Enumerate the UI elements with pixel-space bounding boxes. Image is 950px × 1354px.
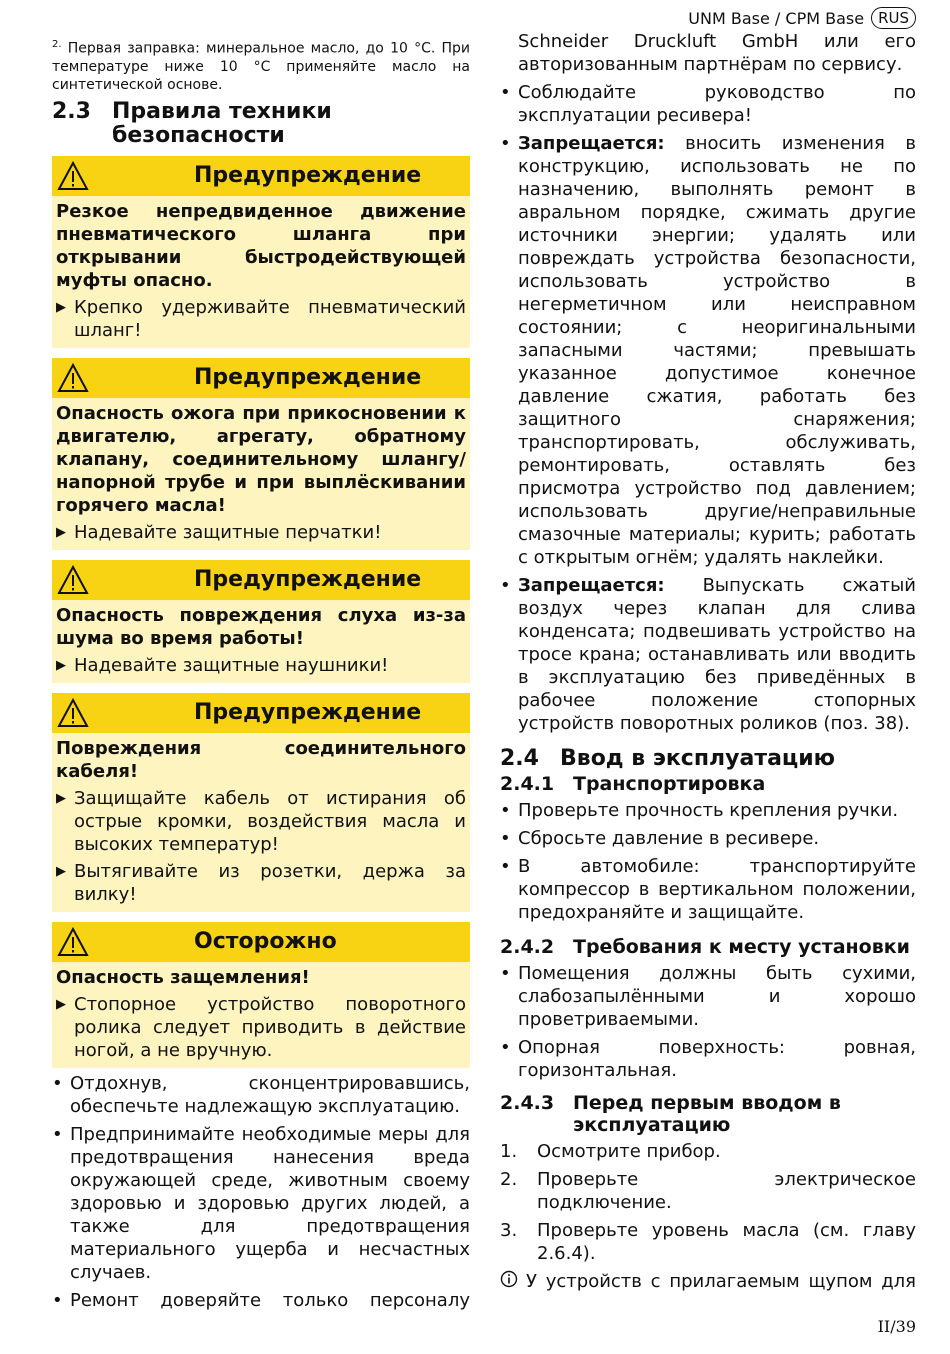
footnote — [52, 36, 470, 94]
list-item — [52, 1072, 470, 1118]
subsection-number: 2.4.3 — [500, 1092, 555, 1114]
list-item — [500, 1036, 916, 1082]
step-item — [500, 1168, 916, 1214]
list-item-text: Предпринимайте необходимые меры для предотвращения нанесения вреда окружающей среде, животным своему здоровью и здоровью других людей, а также для предотвращения материального ущерба и несчастных случаев. — [70, 1123, 470, 1283]
warning-box — [52, 156, 470, 348]
warning-instruction — [56, 654, 466, 677]
warning-lead: Резкое непредвиденное движение пневматического шланга при открывании быстродействующей муфты опасно. — [56, 200, 466, 291]
transport-list — [500, 799, 916, 924]
caution-title: Осторожно — [194, 929, 337, 955]
instruction-text: Вытягивайте из розетки, держа за вилку! — [74, 860, 466, 905]
step-text: Осмотрите прибор. — [537, 1141, 721, 1162]
footnote-mark: 2. — [52, 39, 62, 50]
right-bullet-list — [500, 81, 916, 735]
site-requirements-list — [500, 962, 916, 1082]
warning-title: Предупреждение — [194, 365, 422, 391]
list-item-text: В автомобиле: транспортируйте компрессор в вертикальном положении, предохраняйте и защищайте. — [518, 856, 916, 923]
list-item — [500, 855, 916, 924]
section-number: 2.3 — [52, 98, 91, 124]
section-2-4-3-heading — [500, 1092, 916, 1136]
subsection-number: 2.4.1 — [500, 773, 555, 795]
arrow-right-icon: ▶ — [56, 524, 66, 540]
list-item-text: Ремонт доверяйте только персоналу — [70, 1289, 470, 1311]
info-note — [500, 1270, 916, 1294]
list-item-body: вносить изменения в конструкцию, использовать не по назначению, выполнять ремонт в авральном порядке, сжимать другие источники энергии; удалять или повреждать устройства безопасности, использовать устройство в негерметичном или неисправном состоянии; с неоригинальными запасными частями; превышать указанное допустимое конечное давление сжатия, работать без защитного снаряжения; транспортировать, обслуживать, ремонтировать, оставлять без присмотра устройство под давлением; использовать другие/неправильные смазочные материалы; курить; работать с открытым огнём; удалять наклейки. — [518, 133, 916, 568]
footnote-text: Первая заправка: минеральное масло, до 10 °C. При температуре ниже 10 °C применяйте масло на синтетической основе. — [52, 40, 470, 93]
bold-label: Запрещается: — [518, 133, 665, 154]
list-item — [500, 132, 916, 569]
language-badge: RUS — [871, 7, 916, 29]
instruction-text: Крепко удерживайте пневматический шланг! — [74, 296, 466, 341]
subsection-title: Транспортировка — [573, 773, 766, 795]
continuation-text: Schneider Druckluft GmbH или его авторизованным партнёрам по сервису. — [518, 31, 916, 75]
bullet-icon: • — [500, 575, 511, 596]
warning-box — [52, 358, 470, 550]
list-item — [500, 962, 916, 1031]
info-note-text: У устройств с прилагаемым щупом для — [526, 1271, 916, 1292]
warning-lead: Опасность ожога при прикосновении к двигателю, агрегату, обратному клапану, соединительному шлангу/ напорной трубе и при выплёскивании горячего масла! — [56, 402, 466, 516]
arrow-right-icon: ▶ — [56, 790, 66, 806]
list-item — [500, 799, 916, 822]
instruction-text: Надевайте защитные перчатки! — [74, 521, 382, 543]
warning-lead: Опасность повреждения слуха из-за шума во время работы! — [56, 604, 466, 649]
section-2-4-heading — [500, 747, 916, 771]
list-item-text: Проверьте прочность крепления ручки. — [518, 800, 899, 821]
warning-title: Предупреждение — [194, 163, 422, 189]
caution-header — [52, 922, 470, 962]
instruction-text: Надевайте защитные наушники! — [74, 654, 389, 676]
bullet-icon: • — [500, 82, 511, 103]
step-item — [500, 1219, 916, 1265]
warning-triangle-icon — [57, 161, 89, 191]
warning-triangle-icon — [57, 565, 89, 595]
list-item-body: Соблюдайте руководство по эксплуатации ресивера! — [518, 82, 916, 126]
subsection-title: Перед первым вводом в эксплуатацию — [573, 1092, 841, 1136]
bullet-icon: • — [500, 800, 511, 821]
arrow-right-icon: ▶ — [56, 657, 66, 673]
warning-header — [52, 358, 470, 398]
list-item-text: Помещения должны быть сухими, слабозапылёнными и хорошо проветриваемыми. — [518, 963, 916, 1030]
bullet-icon: • — [52, 1123, 63, 1145]
page-number: II/39 — [877, 1317, 916, 1336]
warning-header — [52, 693, 470, 733]
step-number: 3. — [500, 1220, 518, 1241]
step-number: 2. — [500, 1169, 518, 1190]
list-item-text — [518, 132, 916, 569]
info-icon — [500, 1270, 526, 1294]
instruction-text: Защищайте кабель от истирания об острые кромки, воздействия масла и высоких температур! — [74, 787, 466, 855]
warning-triangle-icon — [57, 363, 89, 393]
arrow-right-icon: ▶ — [56, 996, 66, 1012]
section-title: Правила техники безопасности — [112, 98, 332, 148]
page-header — [688, 6, 916, 30]
list-item — [500, 574, 916, 735]
left-column — [52, 33, 470, 1317]
warning-instruction — [56, 296, 466, 342]
warning-header — [52, 560, 470, 600]
left-bullet-list — [52, 1072, 470, 1312]
list-item — [52, 1123, 470, 1284]
list-item — [52, 1289, 470, 1312]
list-item-text — [518, 81, 916, 127]
section-number: 2.4 — [500, 746, 539, 771]
list-item-text: Сбросьте давление в ресивере. — [518, 828, 820, 849]
list-item — [500, 827, 916, 850]
instruction-text: Стопорное устройство поворотного ролика следует приводить в действие ногой, а не вручную. — [74, 993, 466, 1061]
warning-title: Предупреждение — [194, 700, 422, 726]
list-item-text: Отдохнув, сконцентрировавшись, обеспечьте надлежащую эксплуатацию. — [70, 1072, 470, 1117]
bullet-icon: • — [52, 1072, 63, 1094]
model-name: UNM Base / CPM Base — [688, 8, 865, 28]
warning-triangle-icon — [57, 698, 89, 728]
warning-triangle-icon — [57, 927, 89, 957]
bold-label: Запрещается: — [518, 575, 665, 596]
caution-lead: Опасность защемления! — [56, 966, 310, 988]
bullet-icon: • — [500, 828, 511, 849]
caution-instruction — [56, 993, 466, 1062]
step-text: Проверьте электрическое подключение. — [537, 1169, 916, 1213]
warning-instruction — [56, 521, 466, 544]
first-start-steps — [500, 1140, 916, 1265]
bullet-icon: • — [500, 963, 511, 984]
warning-instruction — [56, 787, 466, 856]
list-item-text: Опорная поверхность: ровная, горизонтальная. — [518, 1037, 916, 1081]
warning-lead: Повреждения соединительного кабеля! — [56, 737, 466, 782]
right-column — [500, 30, 916, 1294]
step-item — [500, 1140, 916, 1163]
section-title: Ввод в эксплуатацию — [560, 746, 836, 771]
warning-title: Предупреждение — [194, 567, 422, 593]
bullet-icon: • — [500, 856, 511, 877]
section-2-4-2-heading — [500, 936, 916, 958]
list-item-body: Выпускать сжатый воздух через клапан для слива конденсата; подвешивать устройство на тросе крана; останавливать или вводить в эксплуатацию без приведённых в рабочее положение стопорных устройств поворотных роликов (поз. 38). — [518, 575, 916, 734]
bullet-icon: • — [52, 1289, 63, 1311]
section-2-3-heading — [52, 100, 470, 148]
warning-box — [52, 693, 470, 912]
bullet-icon: • — [500, 133, 511, 154]
list-item — [500, 81, 916, 127]
warning-box — [52, 560, 470, 683]
section-2-4-1-heading — [500, 773, 916, 795]
bullet-icon: • — [500, 1037, 511, 1058]
subsection-number: 2.4.2 — [500, 936, 555, 958]
arrow-right-icon: ▶ — [56, 299, 66, 315]
warning-header — [52, 156, 470, 196]
warning-instruction — [56, 860, 466, 906]
subsection-title: Требования к месту установки — [573, 936, 910, 958]
list-item-text — [518, 574, 916, 735]
caution-box — [52, 922, 470, 1068]
step-text: Проверьте уровень масла (см. главу 2.6.4). — [537, 1220, 916, 1264]
step-number: 1. — [500, 1141, 518, 1162]
arrow-right-icon: ▶ — [56, 863, 66, 879]
